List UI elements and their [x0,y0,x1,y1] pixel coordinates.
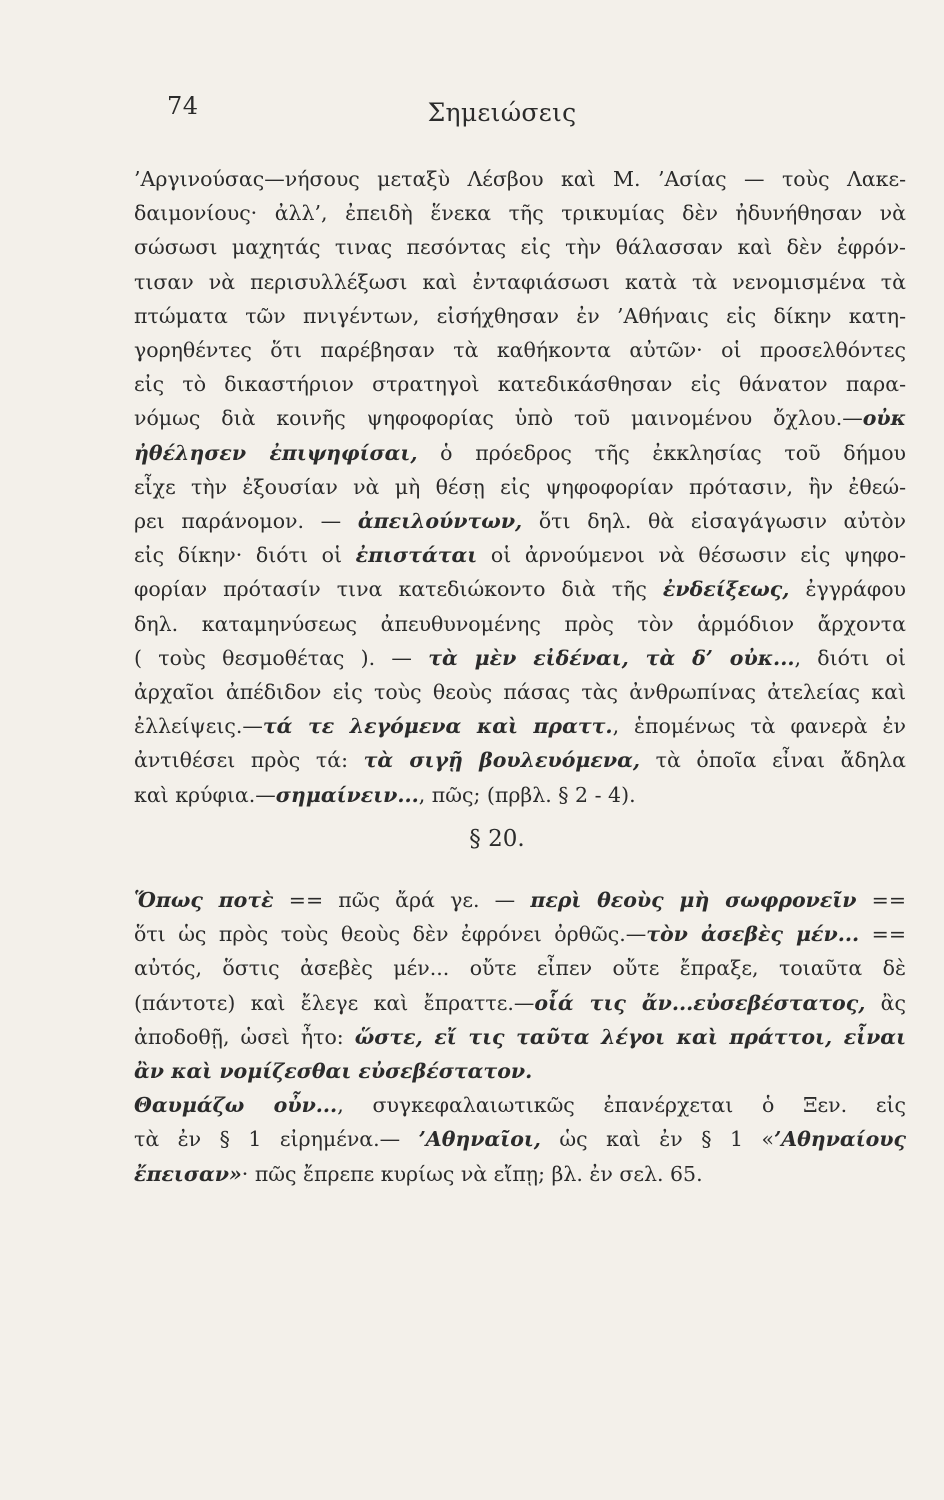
text-run: εἰς τὸ δικαστήριον στρατηγοὶ κατεδικάσθησαν εἰς θάνατον παρα- [134,372,906,397]
lemma-text: ἠθέλησεν ἐπιψηφίσαι, [134,440,418,465]
text-line [134,1088,906,1122]
text-run: γορηθέντες ὅτι παρέβησαν τὰ καθήκοντα αὐτῶν· οἱ προσελθόντες [134,338,906,363]
lemma-text: ἐπιστάται [355,543,478,568]
text-run: == [856,888,906,912]
text-line [134,709,906,743]
text-run: εἰς δίκην· διότι οἱ [134,543,356,568]
text-line [134,196,906,230]
text-run: νόμως διὰ κοινῆς ψηφοφορίας ὑπὸ τοῦ μαινομένου ὄχλου.— [134,406,863,431]
text-line [134,162,906,196]
text-run: εἶχε τὴν ἐξουσίαν νὰ μὴ θέσῃ εἰς ψηφοφορίαν πρότασιν, ἣν ἐθεώ- [134,474,906,499]
text-run: τὰ ἐν § 1 εἰρημένα.— [134,1127,419,1152]
running-title: Σημειώσεις [427,98,577,127]
text-run: (πάντοτε) καὶ ἔλεγε καὶ ἔπραττε.— [134,990,535,1015]
text-line [134,572,906,606]
text-run: σώσωσι μαχητάς τινας πεσόντας εἰς τὴν θάλασσαν καὶ δὲν ἐφρόν- [134,235,906,260]
text-run: == [859,922,907,947]
text-line [134,641,906,675]
lemma-text: ἂν καὶ νομίζεσθαι εὐσεβέστατον. [134,1059,533,1084]
text-run: ὅτι δηλ. θὰ εἰσαγάγωσιν αὐτὸν [522,509,907,534]
text-line [134,333,906,367]
text-line [134,504,906,538]
text-run: ἐλλείψεις.— [134,714,263,739]
notes-paragraph-2 [134,883,906,1191]
lemma-text: ἐνδείξεως, [662,577,790,602]
text-line [134,743,906,777]
section-heading: § 20. [469,826,525,852]
text-line [134,470,906,504]
text-run: δαιμονίους· ἀλλ’, ἐπειδὴ ἕνεκα τῆς τρικυμίας δὲν ἠδυνήθησαν νὰ [134,201,906,226]
text-line [134,367,906,401]
text-line [134,1054,906,1088]
lemma-text: σημαίνειν... [275,782,419,807]
lemma-text: ἔπεισαν» [134,1161,242,1186]
text-line [134,1157,906,1191]
text-run: ρει παράνομον. — [134,509,358,534]
text-run: ἀντιθέσει πρὸς τά: [134,748,364,773]
text-run: αὐτός, ὅστις ἀσεβὲς μέν... οὔτε εἶπεν οὔτε ἔπραξε, τοιαῦτα δὲ [134,956,906,981]
text-line [134,951,906,985]
lemma-text: Θαυμάζω οὖν... [134,1093,338,1118]
text-run: , διότι οἱ [794,645,906,670]
text-run: , ἑπομένως τὰ φανερὰ ἐν [612,714,906,739]
text-line [134,1122,906,1156]
text-line [134,299,906,333]
text-run: ἐγγράφου [789,577,907,602]
text-line [134,436,906,470]
lemma-text: ὥστε, εἴ τις ταῦτα λέγοι καὶ πράττοι, εἶναι [354,1024,906,1049]
text-run: ’Αργινούσας—νήσους μεταξὺ Λέσβου καὶ Μ. ’Ασίας — τοὺς Λακε- [134,167,906,191]
text-line [134,883,906,917]
page-number: 74 [167,92,199,120]
lemma-text: οἷά τις ἄν...εὐσεβέστατος, [534,990,866,1015]
lemma-text: οὐκ [862,406,906,431]
lemma-text: τὰ μὲν εἰδέναι, τὰ δ’ οὐκ... [428,645,795,670]
text-line [134,607,906,641]
text-line [134,986,906,1020]
text-run: ὡς καὶ ἐν § 1 « [540,1127,775,1152]
text-run: , πῶς; (πρβλ. § 2 - 4). [418,782,636,807]
lemma-text: περὶ θεοὺς μὴ σωφρονεῖν [530,888,857,912]
text-line [134,538,906,572]
text-run: · πῶς ἔπρεπε κυρίως νὰ εἴπῃ; βλ. ἐν σελ. 65. [241,1161,703,1186]
text-run: ἀποδοθῇ, ὡσεὶ ἦτο: [134,1024,355,1049]
text-run: ὁ πρόεδρος τῆς ἐκκλησίας τοῦ δήμου [417,440,906,465]
text-run: δηλ. καταμηνύσεως ἀπευθυνομένης πρὸς τὸν ἁρμόδιον ἄρχοντα [134,611,906,636]
lemma-text: ’Αθηναῖοι, [418,1127,541,1152]
lemma-text: ἀπειλούντων, [357,509,523,534]
notes-paragraph-1 [134,162,906,812]
text-run: ἀρχαῖοι ἀπέδιδον εἰς τοὺς θεοὺς πάσας τὰς ἀνθρωπίνας ἀτελείας καὶ [134,680,906,705]
text-run: , συγκεφαλαιωτικῶς ἐπανέρχεται ὁ Ξεν. εἰς [337,1093,906,1118]
text-run: οἱ ἀρνούμενοι νὰ θέσωσιν εἰς ψηφο- [477,543,906,568]
lemma-text: τὸν ἀσεβὲς μέν... [646,922,860,947]
lemma-text: τὰ σιγῇ βουλευόμενα, [363,748,640,773]
text-line [134,230,906,264]
lemma-text: Ὅπως ποτὲ [134,888,274,912]
text-run: καὶ κρύφια.— [134,782,276,807]
text-run: ( τοὺς θεσμοθέτας ). — [134,645,429,670]
lemma-text: τά τε λεγόμενα καὶ πραττ. [262,714,613,739]
text-line [134,675,906,709]
text-line [134,917,906,951]
text-run: πτώματα τῶν πνιγέντων, εἰσήχθησαν ἐν ’Αθήναις εἰς δίκην κατη- [134,303,906,328]
text-run: τὰ ὁποῖα εἶναι ἄδηλα [639,748,906,773]
text-line [134,265,906,299]
lemma-text: ’Αθηναίους [774,1127,906,1152]
text-run: == πῶς ἄρά γε. — [273,888,531,912]
text-line [134,401,906,435]
text-line [134,1020,906,1054]
text-run: ἂς [865,990,907,1015]
text-line [134,778,906,812]
text-run: φορίαν πρότασίν τινα κατεδιώκοντο διὰ τῆς [134,577,663,602]
text-run: τισαν νὰ περισυλλέξωσι καὶ ἐνταφιάσωσι κατὰ τὰ νενομισμένα τὰ [134,269,906,294]
text-run: ὅτι ὡς πρὸς τοὺς θεοὺς δὲν ἐφρόνει ὀρθῶς.— [134,922,647,947]
